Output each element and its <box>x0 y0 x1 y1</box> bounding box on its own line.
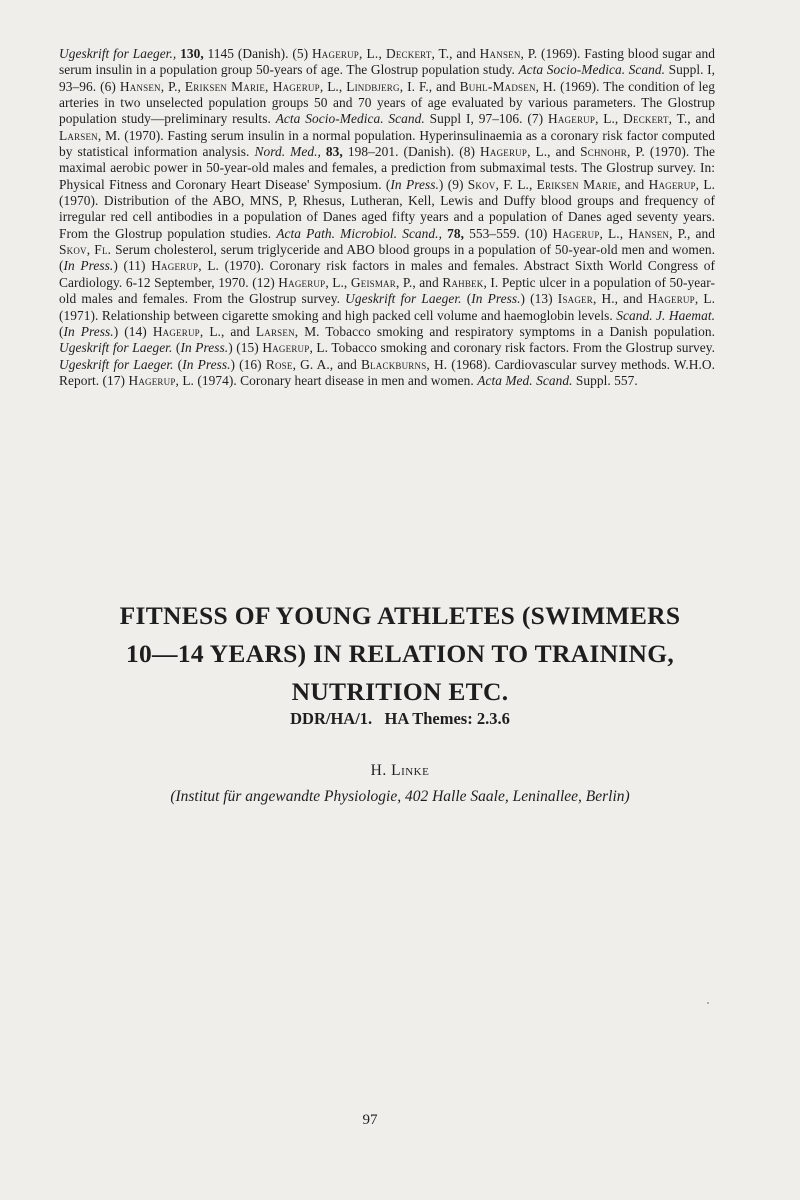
ref-author: Skov <box>467 176 496 192</box>
ref-author: Hagerup <box>647 291 695 307</box>
ref-author: Buhl-Madsen <box>459 78 536 94</box>
volume-number: 83, <box>320 144 343 160</box>
in-press-note: In Press. <box>471 291 521 307</box>
ref-author: Hagerup <box>128 372 176 388</box>
journal-name: Ugeskrift for Laeger. <box>345 291 462 307</box>
theme-code: DDR/HA/1. HA Themes: 2.3.6 <box>290 709 510 728</box>
in-press-note: In Press. <box>63 258 114 274</box>
ref-author: Deckert <box>623 111 669 127</box>
article-title <box>40 597 760 711</box>
ref-author: Hagerup <box>547 111 596 127</box>
ref-author: Lindbjerg <box>346 78 400 94</box>
author-name: H. Linke <box>370 762 430 779</box>
ref-author: Hagerup <box>480 144 528 160</box>
reference-list: Ugeskrift for Laeger., 130, 1145 (Danish). (5) Hagerup, L., Deckert, T., and Hansen, P. (1969). Fasting blood sugar and serum insulin in a population group 50-years of age. The Glostrup population study. Acta Socio-Medica. Scand. Suppl. I, 93–96. (6) Hansen, P., Eriksen Marie, Hagerup, L., Lindbjerg, I. F., and Buhl-Madsen, H. (1969). The condition of leg arteries in two unselected population groups 50 and 70 years of age evaluated by various parameters. The Glostrup population study—preliminary results. Acta Socio-Medica. Scand. Suppl I, 97–106. (7) Hagerup, L., Deckert, T., and Larsen, M. (1970). Fasting serum insulin in a normal population. Hyperinsulinaemia as a coronary risk factor computed by statistical information analysis. Nord. Med., 83, 198–201. (Danish). (8) Hagerup, L., and Schnohr, P. (1970). The maximal aerobic power in 50-year-old males and females, a prediction from submaximal tests. The Glostrup survey. In: Physical Fitness and Coronary Heart Disease' Symposium. (In Press.) (9) Skov, F. L., Eriksen Marie, and Hagerup, L. (1970). Distribution of the ABO, MNS, P, Rhesus, Lutheran, Kell, Lewis and Duffy blood groups and frequency of irregular red cell antibodies in a population of Danes aged fifty years and a population of Danes aged seventy years. From the Glostrup population studies. Acta Path. Microbiol. Scand., 78, 553–559. (10) Hagerup, L., Hansen, P., and Skov, Fl. Serum cholesterol, serum triglyceride and ABO blood groups in a population of 50-year-old men and women. (In Press.) (11) Hagerup, L. (1970). Coronary risk factors in males and females. Abstract Sixth World Congress of Cardiology. 6-12 September, 1970. (12) Hagerup, L., Geismar, P., and Rahbek, I. Peptic ulcer in a population of 50-year-old males and females. From the Glostrup survey. Ugeskrift for Laeger. (In Press.) (13) Isager, H., and Hagerup, L. (1971). Relationship between cigarette smoking and high packed cell volume and haemoglobin levels. Scand. J. Haemat. (In Press.) (14) Hagerup, L., and Larsen, M. Tobacco smoking and respiratory symptoms in a Danish population. Ugeskrift for Laeger. (In Press.) (15) Hagerup, L. Tobacco smoking and coronary risk factors. From the Glostrup survey. Ugeskrift for Laeger. (In Press.) (16) Rose, G. A., and Blackburns, H. (1968). Cardiovascular survey methods. W.H.O. Report. (17) Hagerup, L. (1974). Coronary heart disease in men and women. Acta Med. Scand. Suppl. 557. <box>59 46 716 388</box>
journal-name: Acta Socio-Medica. Scand. <box>275 111 425 127</box>
scan-speck <box>707 1002 709 1004</box>
ref-author: Skov, Fl. <box>59 242 112 258</box>
page-number: 97 <box>362 1112 378 1128</box>
author-affiliation: (Institut für angewandte Physiologie, 402 Halle Saale, Leninallee, Berlin) <box>170 788 630 805</box>
journal-name: Ugeskrift for Laeger. <box>59 340 173 356</box>
ref-author: Isager <box>557 291 593 307</box>
ref-author: Blackburns <box>360 356 427 372</box>
in-press-note: In Press. <box>390 176 439 192</box>
journal-name: Acta Med. Scand. <box>477 372 573 388</box>
ref-author: Hagerup <box>152 323 200 339</box>
journal-name: Scand. J. Haemat. <box>616 307 715 323</box>
ref-author: Hagerup <box>648 176 696 192</box>
ref-author: Rahbek <box>442 274 484 290</box>
ref-author: Rose <box>265 356 293 372</box>
volume-number: 78, <box>441 225 464 241</box>
in-press-note: In Press. <box>180 340 229 356</box>
volume-number: 130, <box>180 46 204 61</box>
article-title-line: 10—14 YEARS) IN RELATION TO TRAINING, <box>125 639 675 668</box>
in-press-note: In Press. <box>63 323 114 339</box>
journal-name: Nord. Med., <box>254 144 321 160</box>
ref-author: Eriksen Marie, Hagerup <box>184 78 320 94</box>
ref-author: Eriksen Marie <box>536 176 618 192</box>
ref-author: Larsen <box>255 323 295 339</box>
in-press-note: In Press. <box>182 356 231 372</box>
ref-author: Hagerup <box>278 274 326 290</box>
ref-author: Hagerup <box>552 225 600 241</box>
article-title-line: FITNESS OF YOUNG ATHLETES (SWIMMERS <box>119 601 681 630</box>
ref-author: Larsen <box>59 127 98 143</box>
article-title-line: NUTRITION ETC. <box>291 677 509 706</box>
ref-author: Hansen <box>479 46 521 61</box>
journal-name: Acta Socio-Medica. Scand. <box>518 62 666 78</box>
journal-name: Acta Path. Microbiol. Scand., <box>276 225 442 241</box>
ref-author: Hagerup <box>262 340 310 356</box>
ref-author: Hansen <box>119 78 161 94</box>
ref-author: Hagerup <box>151 258 199 274</box>
ref-author: Geismar <box>350 274 396 290</box>
journal-name: Ugeskrift for Laeger. <box>59 356 174 372</box>
journal-name: Ugeskrift for Laeger., <box>59 46 177 61</box>
ref-author: Schnohr <box>580 144 627 160</box>
ref-author: Hansen <box>628 225 670 241</box>
ref-author: Hagerup, L., Deckert <box>311 46 432 61</box>
